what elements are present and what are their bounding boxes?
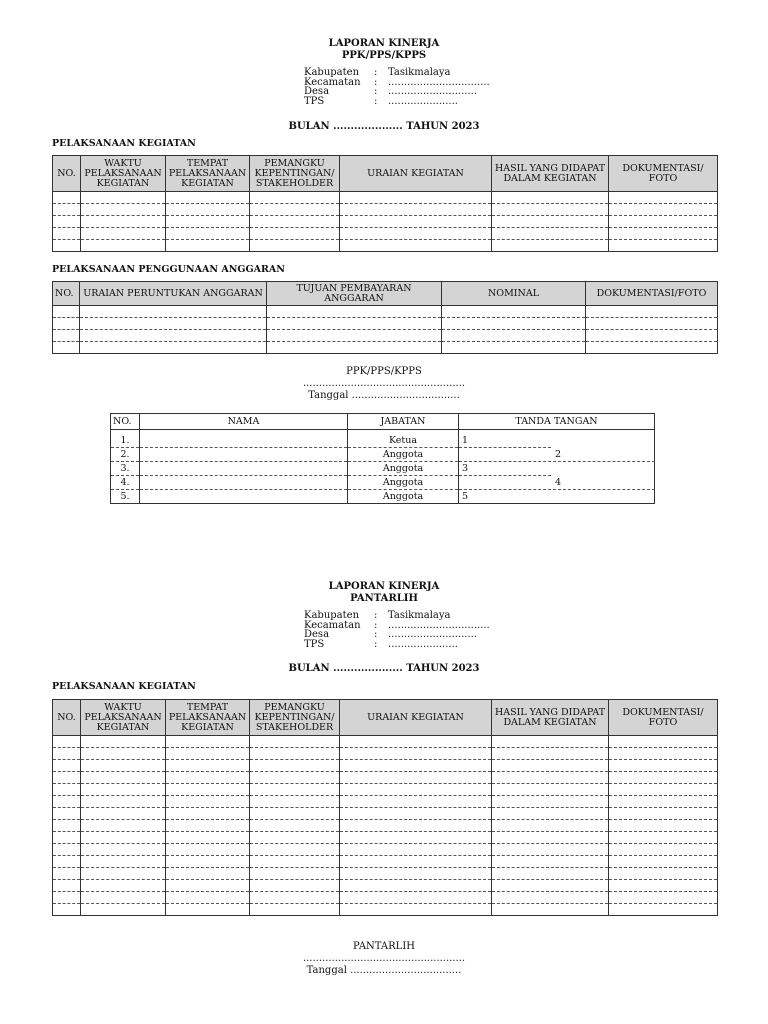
report1-anggaran-title: PELAKSANAAN PENGGUNAAN ANGGARAN: [52, 264, 285, 275]
table-cell: [250, 832, 340, 844]
table-cell: [492, 760, 609, 772]
member-signature: 1: [459, 434, 655, 448]
report2-subtitle: PANTARLIH: [350, 593, 418, 604]
table-cell: [250, 892, 340, 904]
info-row-kabupaten: Kabupaten : Tasikmalaya: [304, 610, 451, 621]
table-cell: [609, 736, 718, 748]
table-cell: [166, 868, 250, 880]
table-cell: [250, 856, 340, 868]
table-cell: [586, 306, 718, 318]
table-cell: [81, 772, 166, 784]
table-cell: [81, 868, 166, 880]
table-cell: [609, 880, 718, 892]
table-cell: [442, 342, 586, 354]
table-cell: [81, 204, 166, 216]
member-row: [111, 476, 655, 490]
table-cell: [609, 204, 718, 216]
table-cell: [492, 216, 609, 228]
col-no: NO.: [111, 414, 140, 430]
report2-sign-dots: ...................................................: [302, 953, 466, 964]
table-cell: [250, 772, 340, 784]
table-cell: [492, 832, 609, 844]
table-cell: [340, 868, 492, 880]
table-cell: [340, 748, 492, 760]
table-cell: [250, 868, 340, 880]
table-row: [53, 748, 718, 760]
table-cell: [340, 892, 492, 904]
member-nama: [140, 490, 348, 504]
table-cell: [81, 736, 166, 748]
table-cell: [492, 772, 609, 784]
table-row: [53, 330, 718, 342]
member-row: [111, 462, 655, 476]
table-cell: [81, 832, 166, 844]
table-cell: [492, 204, 609, 216]
table-cell: [492, 748, 609, 760]
report1-anggaran-table: [52, 281, 718, 354]
col-tempat: TEMPAT PELAKSANAAN KEGIATAN: [166, 700, 250, 736]
table-cell: [250, 880, 340, 892]
table-cell: [166, 748, 250, 760]
member-row: [111, 434, 655, 448]
table-cell: [340, 760, 492, 772]
table-row: [53, 796, 718, 808]
member-jabatan: Anggota: [348, 448, 459, 462]
table-cell: [340, 880, 492, 892]
table-cell: [81, 760, 166, 772]
report2-title: LAPORAN KINERJA: [328, 581, 440, 592]
table-cell: [609, 796, 718, 808]
table-cell: [492, 240, 609, 252]
member-no: 3.: [111, 462, 140, 476]
table-cell: [609, 844, 718, 856]
table-cell: [53, 784, 81, 796]
table-cell: [80, 318, 267, 330]
report2-sign-role: PANTARLIH: [353, 941, 415, 952]
table-cell: [267, 306, 442, 318]
info-row-tps: TPS : ......................: [304, 638, 458, 650]
table-cell: [586, 330, 718, 342]
table-row: [53, 820, 718, 832]
col-waktu: WAKTU PELAKSANAAN KEGIATAN: [81, 700, 166, 736]
table-cell: [53, 844, 81, 856]
table-cell: [609, 832, 718, 844]
table-cell: [250, 736, 340, 748]
table-cell: [250, 820, 340, 832]
col-jabatan: JABATAN: [348, 414, 459, 430]
table-row: [53, 736, 718, 748]
table-cell: [53, 748, 81, 760]
table-cell: [166, 228, 250, 240]
table-cell: [609, 892, 718, 904]
table-cell: [340, 736, 492, 748]
table-cell: [53, 808, 81, 820]
table-cell: [166, 832, 250, 844]
report1-period: BULAN .................... TAHUN 2023: [288, 121, 480, 132]
table-cell: [267, 342, 442, 354]
table-cell: [53, 904, 81, 916]
table-row: [53, 228, 718, 240]
table-cell: [609, 772, 718, 784]
table-cell: [492, 844, 609, 856]
table-cell: [53, 868, 81, 880]
member-no: 2.: [111, 448, 140, 462]
table-cell: [53, 880, 81, 892]
member-row: [111, 490, 655, 504]
col-dokumentasi: DOKUMENTASI/ FOTO: [609, 700, 718, 736]
table-cell: [492, 192, 609, 204]
table-cell: [166, 736, 250, 748]
member-jabatan: Anggota: [348, 490, 459, 504]
table-cell: [250, 228, 340, 240]
table-row: [53, 760, 718, 772]
table-cell: [81, 240, 166, 252]
table-cell: [166, 772, 250, 784]
table-cell: [492, 784, 609, 796]
col-uraian: URAIAN KEGIATAN: [340, 156, 492, 192]
col-hasil: HASIL YANG DIDAPAT DALAM KEGIATAN: [492, 156, 609, 192]
table-row: [53, 240, 718, 252]
report2-info: [304, 611, 490, 649]
table-cell: [340, 832, 492, 844]
table-cell: [340, 772, 492, 784]
table-cell: [609, 820, 718, 832]
table-cell: [166, 844, 250, 856]
col-tanda-tangan: TANDA TANGAN: [459, 414, 655, 430]
table-cell: [81, 192, 166, 204]
member-jabatan: Ketua: [348, 434, 459, 448]
table-cell: [340, 820, 492, 832]
table-cell: [609, 904, 718, 916]
report1-info: [304, 68, 490, 106]
col-nama: NAMA: [140, 414, 348, 430]
table-cell: [81, 808, 166, 820]
table-cell: [250, 796, 340, 808]
table-cell: [250, 192, 340, 204]
table-cell: [53, 216, 81, 228]
report1-kegiatan-title: PELAKSANAAN KEGIATAN: [52, 138, 196, 149]
member-nama: [140, 476, 348, 490]
table-cell: [609, 240, 718, 252]
report2-sign-date: Tanggal ...................................: [306, 965, 462, 976]
table-cell: [609, 748, 718, 760]
col-dokumentasi: DOKUMENTASI/ FOTO: [609, 156, 718, 192]
table-row: [53, 868, 718, 880]
table-cell: [586, 342, 718, 354]
info-row-kecamatan: Kecamatan : ................................: [304, 76, 490, 88]
table-cell: [609, 808, 718, 820]
member-no: 1.: [111, 434, 140, 448]
table-cell: [340, 216, 492, 228]
table-cell: [250, 784, 340, 796]
table-row: [53, 306, 718, 318]
table-cell: [492, 892, 609, 904]
table-cell: [53, 796, 81, 808]
table-row: [53, 832, 718, 844]
table-cell: [492, 808, 609, 820]
table-cell: [81, 880, 166, 892]
table-cell: [166, 796, 250, 808]
table-cell: [53, 892, 81, 904]
table-cell: [340, 904, 492, 916]
table-cell: [250, 808, 340, 820]
table-cell: [442, 330, 586, 342]
table-row: [53, 204, 718, 216]
table-row: [53, 192, 718, 204]
table-cell: [340, 856, 492, 868]
table-row: [53, 856, 718, 868]
table-cell: [586, 318, 718, 330]
table-cell: [53, 760, 81, 772]
table-cell: [166, 240, 250, 252]
report1-anggaran-body: [53, 306, 718, 354]
table-cell: [166, 880, 250, 892]
report2-kegiatan-title: PELAKSANAAN KEGIATAN: [52, 681, 196, 692]
table-cell: [53, 832, 81, 844]
col-tempat: TEMPAT PELAKSANAAN KEGIATAN: [166, 156, 250, 192]
table-cell: [81, 784, 166, 796]
col-tujuan: TUJUAN PEMBAYARAN ANGGARAN: [267, 282, 442, 306]
table-cell: [80, 306, 267, 318]
info-row-desa: Desa : ............................: [304, 629, 478, 640]
col-uraian: URAIAN KEGIATAN: [340, 700, 492, 736]
member-no: 4.: [111, 476, 140, 490]
table-cell: [166, 856, 250, 868]
table-cell: [442, 306, 586, 318]
table-cell: [166, 892, 250, 904]
table-cell: [53, 772, 81, 784]
table-cell: [267, 330, 442, 342]
table-cell: [166, 760, 250, 772]
table-cell: [250, 204, 340, 216]
table-row: [53, 318, 718, 330]
table-cell: [81, 856, 166, 868]
table-cell: [53, 306, 80, 318]
col-uraian-anggaran: URAIAN PERUNTUKAN ANGGARAN: [80, 282, 267, 306]
table-row: [53, 342, 718, 354]
table-cell: [340, 228, 492, 240]
col-no: NO.: [53, 156, 81, 192]
table-cell: [81, 892, 166, 904]
table-cell: [609, 784, 718, 796]
table-cell: [250, 904, 340, 916]
table-row: [53, 784, 718, 796]
table-cell: [53, 820, 81, 832]
member-nama: [140, 448, 348, 462]
table-cell: [81, 844, 166, 856]
table-cell: [609, 856, 718, 868]
col-pemangku: PEMANGKU KEPENTINGAN/ STAKEHOLDER: [250, 700, 340, 736]
table-cell: [250, 216, 340, 228]
table-cell: [81, 216, 166, 228]
members-table: [110, 413, 655, 504]
table-cell: [250, 844, 340, 856]
table-cell: [340, 844, 492, 856]
table-cell: [53, 228, 81, 240]
col-no: NO.: [53, 282, 80, 306]
table-cell: [609, 216, 718, 228]
report2-kegiatan-table: [52, 699, 718, 916]
table-cell: [53, 342, 80, 354]
table-cell: [81, 904, 166, 916]
table-cell: [492, 736, 609, 748]
report1-subtitle: PPK/PPS/KPPS: [341, 50, 427, 61]
report2-period: BULAN .................... TAHUN 2023: [288, 663, 480, 674]
table-cell: [340, 784, 492, 796]
member-jabatan: Anggota: [348, 476, 459, 490]
table-cell: [166, 216, 250, 228]
table-cell: [53, 240, 81, 252]
info-row-tps: TPS : ......................: [304, 95, 458, 107]
member-nama: [140, 462, 348, 476]
table-cell: [81, 820, 166, 832]
table-cell: [53, 318, 80, 330]
info-row-kabupaten: Kabupaten : Tasikmalaya: [304, 67, 451, 78]
table-cell: [53, 192, 81, 204]
col-dokumentasi: DOKUMENTASI/FOTO: [586, 282, 718, 306]
table-cell: [492, 880, 609, 892]
table-cell: [81, 228, 166, 240]
table-row: [53, 808, 718, 820]
table-cell: [609, 868, 718, 880]
report1-sign-role: PPK/PPS/KPPS: [346, 366, 422, 377]
table-cell: [166, 784, 250, 796]
table-cell: [340, 204, 492, 216]
table-cell: [81, 796, 166, 808]
report2-kegiatan-body: [53, 736, 718, 916]
table-cell: [340, 808, 492, 820]
table-cell: [53, 856, 81, 868]
table-row: [53, 892, 718, 904]
table-cell: [340, 240, 492, 252]
table-cell: [267, 318, 442, 330]
table-row: [53, 880, 718, 892]
table-cell: [609, 228, 718, 240]
table-row: [53, 844, 718, 856]
table-cell: [492, 856, 609, 868]
info-row-kecamatan: Kecamatan : ................................: [304, 619, 490, 631]
table-cell: [166, 808, 250, 820]
table-cell: [609, 760, 718, 772]
member-row: [111, 448, 655, 462]
table-cell: [609, 192, 718, 204]
table-cell: [492, 796, 609, 808]
table-cell: [492, 868, 609, 880]
table-cell: [250, 760, 340, 772]
report1-kegiatan-table: [52, 155, 718, 252]
report1-sign-date: Tanggal ..................................: [308, 390, 460, 401]
table-cell: [250, 748, 340, 760]
table-cell: [492, 904, 609, 916]
member-no: 5.: [111, 490, 140, 504]
member-signature: 4: [459, 476, 655, 490]
member-signature: 5: [459, 490, 655, 504]
table-cell: [53, 330, 80, 342]
table-cell: [340, 192, 492, 204]
table-cell: [166, 192, 250, 204]
table-cell: [53, 204, 81, 216]
table-cell: [81, 748, 166, 760]
report1-sign-dots: ...................................................: [302, 378, 466, 389]
table-cell: [166, 904, 250, 916]
member-signature: 2: [459, 448, 655, 462]
table-cell: [492, 820, 609, 832]
col-waktu: WAKTU PELAKSANAAN KEGIATAN: [81, 156, 166, 192]
member-jabatan: Anggota: [348, 462, 459, 476]
table-cell: [80, 330, 267, 342]
col-hasil: HASIL YANG DIDAPAT DALAM KEGIATAN: [492, 700, 609, 736]
table-cell: [80, 342, 267, 354]
table-row: [53, 216, 718, 228]
table-cell: [340, 796, 492, 808]
table-cell: [53, 736, 81, 748]
col-nominal: NOMINAL: [442, 282, 586, 306]
table-cell: [492, 228, 609, 240]
table-cell: [166, 820, 250, 832]
table-row: [53, 772, 718, 784]
col-pemangku: PEMANGKU KEPENTINGAN/ STAKEHOLDER: [250, 156, 340, 192]
table-cell: [442, 318, 586, 330]
col-no: NO.: [53, 700, 81, 736]
table-cell: [250, 240, 340, 252]
table-row: [53, 904, 718, 916]
report1-kegiatan-body: [53, 192, 718, 252]
table-cell: [166, 204, 250, 216]
member-nama: [140, 434, 348, 448]
info-row-desa: Desa : ............................: [304, 86, 478, 97]
report1-title: LAPORAN KINERJA: [328, 38, 440, 49]
member-signature: 3: [459, 462, 655, 476]
